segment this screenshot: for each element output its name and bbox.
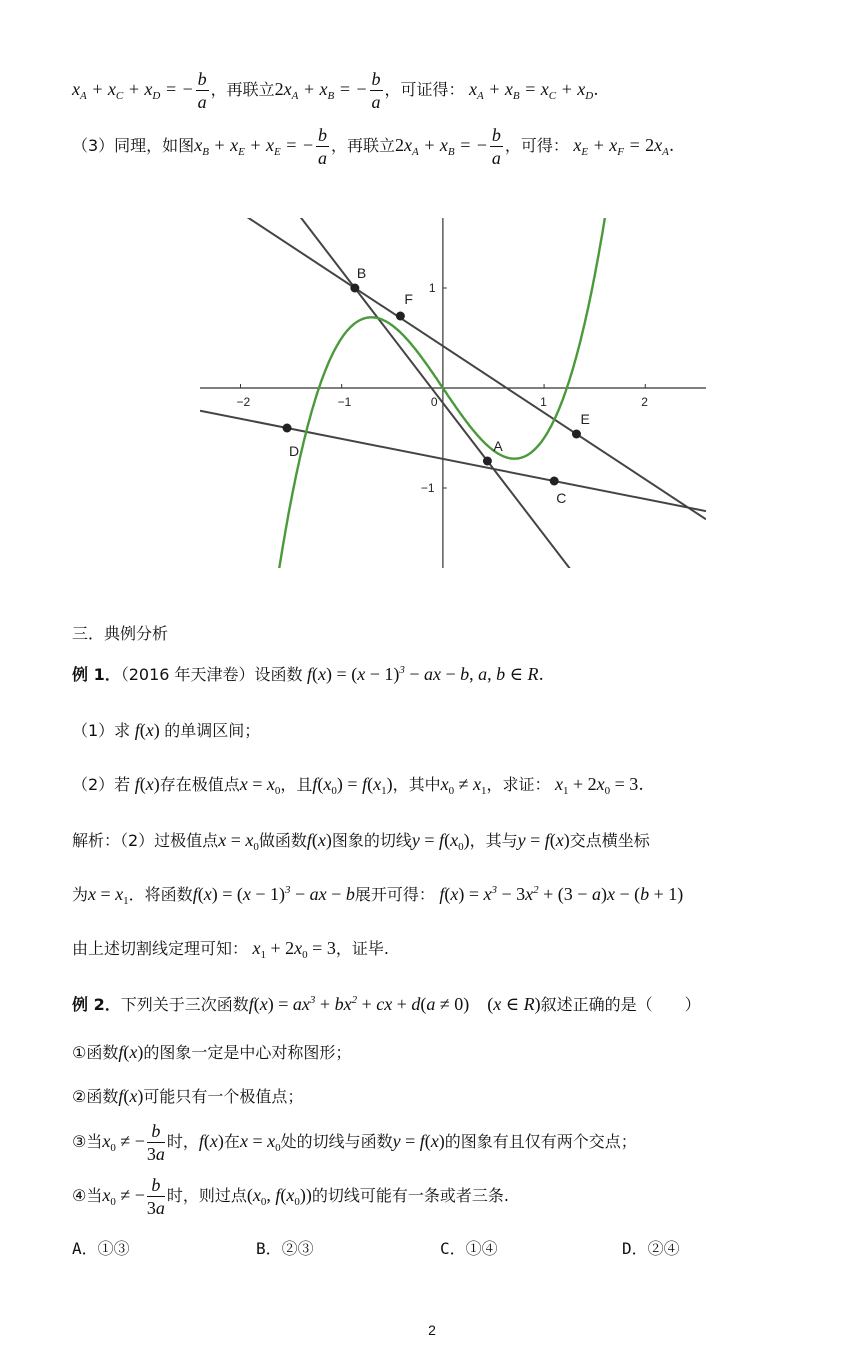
line-ba bbox=[200, 218, 706, 568]
axes bbox=[200, 218, 706, 568]
statement-2: ②函数f(x)可能只有一个极值点； bbox=[72, 1086, 304, 1106]
option-d[interactable]: D．②④ bbox=[622, 1239, 680, 1258]
line-dc bbox=[200, 411, 706, 511]
example-1: 例 1．（2016 年天津卷）设函数 $f(x) = (x - 1)^3$ − ax − b, a, b ∈ R. bbox=[72, 664, 544, 685]
secant-lines bbox=[200, 218, 706, 568]
solution-line-2: 为$x = x_1$．将函数$f(x) = (x - 1)^3$ − ax − b展开可得： $f(x) = x^3 - 3x^2 + (3 - a)x - (b + 1)$ bbox=[72, 884, 684, 907]
option-c[interactable]: C．①④ bbox=[440, 1239, 498, 1258]
x-tick-label: 2 bbox=[641, 395, 648, 409]
cubic-graph bbox=[200, 218, 706, 568]
point-label-e: E bbox=[580, 411, 590, 427]
point-label-b: B bbox=[356, 265, 367, 281]
y-tick-label: −1 bbox=[420, 481, 435, 495]
solution-line-1: 解析：（2）过极值点$x = x_0$做函数f(x)图象的切线$y = f(x_0)$，其与y = f(x)交点横坐标 bbox=[72, 830, 650, 853]
section-heading: 三．典例分析 bbox=[72, 624, 169, 643]
point-a bbox=[483, 457, 492, 466]
point-label-c: C bbox=[556, 490, 567, 506]
option-b[interactable]: B．②③ bbox=[256, 1239, 314, 1258]
proof-line-2: （3）同理，如图$x_B + x_E + x_E$ = − $\frac{b}{a}$ ，再联立$2x_A + x_B$ = − $\frac{b}{a}$ ，可得： $x_E + x_F = 2x_A$. bbox=[72, 125, 675, 168]
x-tick-label: −1 bbox=[337, 395, 352, 409]
point-label-d: D bbox=[289, 443, 300, 459]
cubic-curve bbox=[272, 218, 612, 568]
statement-3: ③当$x_0$ ≠ − $\frac{b}{3a}$ 时，f(x)在$x = x_0$处的切线与函数y = f(x)的图象有且仅有两个交点； bbox=[72, 1121, 637, 1164]
x-tick-label: 0 bbox=[430, 395, 438, 409]
point-e bbox=[572, 430, 581, 439]
point-c bbox=[550, 477, 559, 486]
example-2: 例 2．下列关于三次函数$f(x) = ax^3 + bx^2$ + cx + d(a ≠ 0) (x ∈ R)叙述正确的是（ ） bbox=[72, 994, 701, 1014]
solution-line-3: 由上述切割线定理可知： $x_1 + 2x_0 = 3$，证毕. bbox=[72, 938, 389, 961]
x-tick-label: −2 bbox=[236, 395, 251, 409]
point-label-f: F bbox=[404, 291, 413, 307]
y-tick-label: 1 bbox=[428, 281, 436, 295]
page-number: 2 bbox=[428, 1322, 436, 1338]
option-a[interactable]: A．①③ bbox=[72, 1239, 130, 1258]
point-b bbox=[350, 284, 359, 293]
question-1: （1）求 f(x) 的单调区间； bbox=[72, 720, 261, 740]
statement-4: ④当$x_0$ ≠ − $\frac{b}{3a}$ 时，则过点($x_0$, $f(x_0)$)的切线可能有一条或者三条. bbox=[72, 1175, 510, 1218]
question-2: （2）若 f(x)存在极值点$x = x_0$，且$f(x_0) = f(x_1)$，其中$x_0 \ne x_1$，求证： $x_1 + 2x_0 = 3$. bbox=[72, 774, 644, 797]
proof-line-1: $x_A + x_C + x_D$ = − $\frac{b}{a}$ ，再联立$2x_A + x_B$ = − $\frac{b}{a}$ ，可证得： $x_A + x_B = x_C + x_D$. bbox=[72, 69, 599, 112]
point-d bbox=[283, 424, 292, 433]
line-be bbox=[200, 218, 706, 519]
statement-1: ①函数f(x)的图象一定是中心对称图形； bbox=[72, 1042, 352, 1062]
x-tick-label: 1 bbox=[540, 395, 547, 409]
point-f bbox=[396, 312, 405, 321]
point-label-a: A bbox=[493, 438, 503, 454]
